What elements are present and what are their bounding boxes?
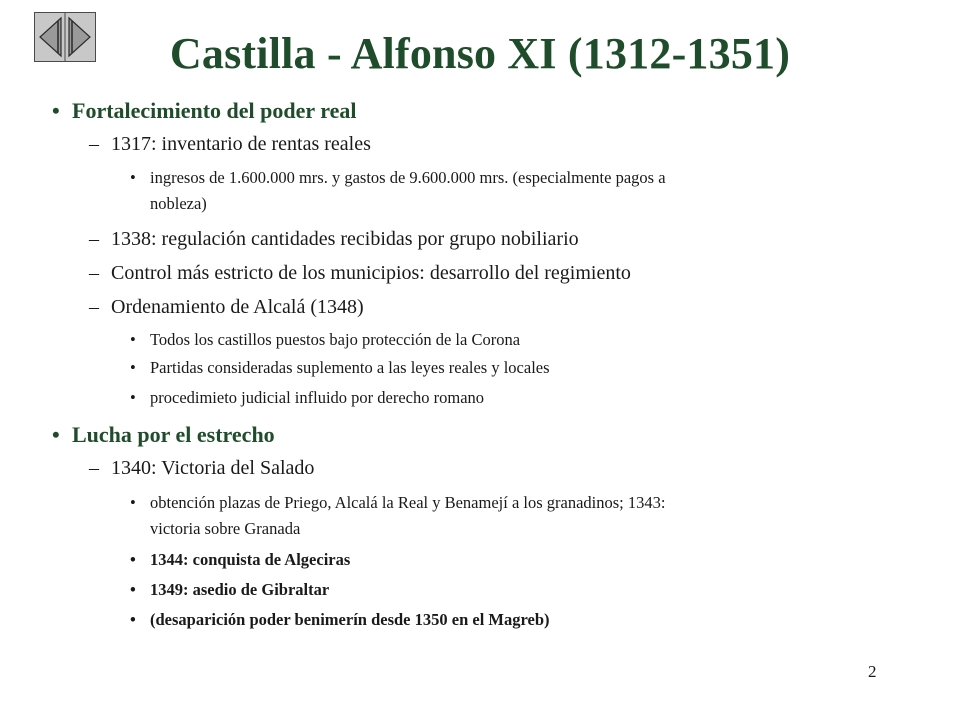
outline-item-level-3: obtención plazas de Priego, Alcalá la Real y Benamejí a los granadinos; 1343: [150, 493, 666, 512]
outline-item-level-3: procedimieto judicial influido por derecho romano [150, 388, 485, 407]
bullet-marker: • [130, 493, 136, 512]
outline-item-level-2: Ordenamiento de Alcalá (1348) [111, 296, 364, 318]
dash-marker: – [89, 296, 99, 318]
outline-item-level-3: Partidas consideradas suplemento a las leyes reales y locales [150, 358, 550, 377]
outline-item-level-3: 1344: conquista de Algeciras [150, 550, 351, 569]
outline-item-level-3: Todos los castillos puestos bajo protección de la Corona [150, 330, 521, 349]
outline-item-level-2: 1317: inventario de rentas reales [111, 133, 371, 155]
bullet-marker: • [130, 610, 136, 629]
outline-item-level-1: Fortalecimiento del poder real [72, 98, 357, 123]
dash-marker: – [89, 228, 99, 250]
bullet-marker: • [130, 388, 136, 407]
outline-item-level-3: 1349: asedio de Gibraltar [150, 580, 330, 599]
page-number: 2 [868, 662, 877, 681]
outline-item-level-2: 1340: Victoria del Salado [111, 457, 315, 479]
bullet-marker: • [52, 98, 60, 123]
outline-item-level-2: 1338: regulación cantidades recibidas por grupo nobiliario [111, 228, 579, 250]
outline-item-level-1: Lucha por el estrecho [72, 422, 275, 447]
dash-marker: – [89, 133, 99, 155]
outline-item-level-3: victoria sobre Granada [150, 519, 301, 538]
bullet-marker: • [130, 168, 136, 187]
slide-title: Castilla - Alfonso XI (1312-1351) [169, 29, 791, 78]
outline-item-level-3: (desaparición poder benimerín desde 1350 en el Magreb) [150, 610, 550, 629]
bullet-marker: • [130, 550, 136, 569]
dash-marker: – [89, 262, 99, 284]
bullet-marker: • [130, 358, 136, 377]
outline-item-level-3: nobleza) [150, 194, 207, 213]
outline-item-level-2: Control más estricto de los municipios: desarrollo del regimiento [111, 262, 631, 284]
outline-item-level-3: ingresos de 1.600.000 mrs. y gastos de 9.600.000 mrs. (especialmente pagos a [150, 168, 666, 187]
bullet-marker: • [130, 580, 136, 599]
bullet-marker: • [130, 330, 136, 349]
bullet-marker: • [52, 422, 60, 447]
dash-marker: – [89, 457, 99, 479]
